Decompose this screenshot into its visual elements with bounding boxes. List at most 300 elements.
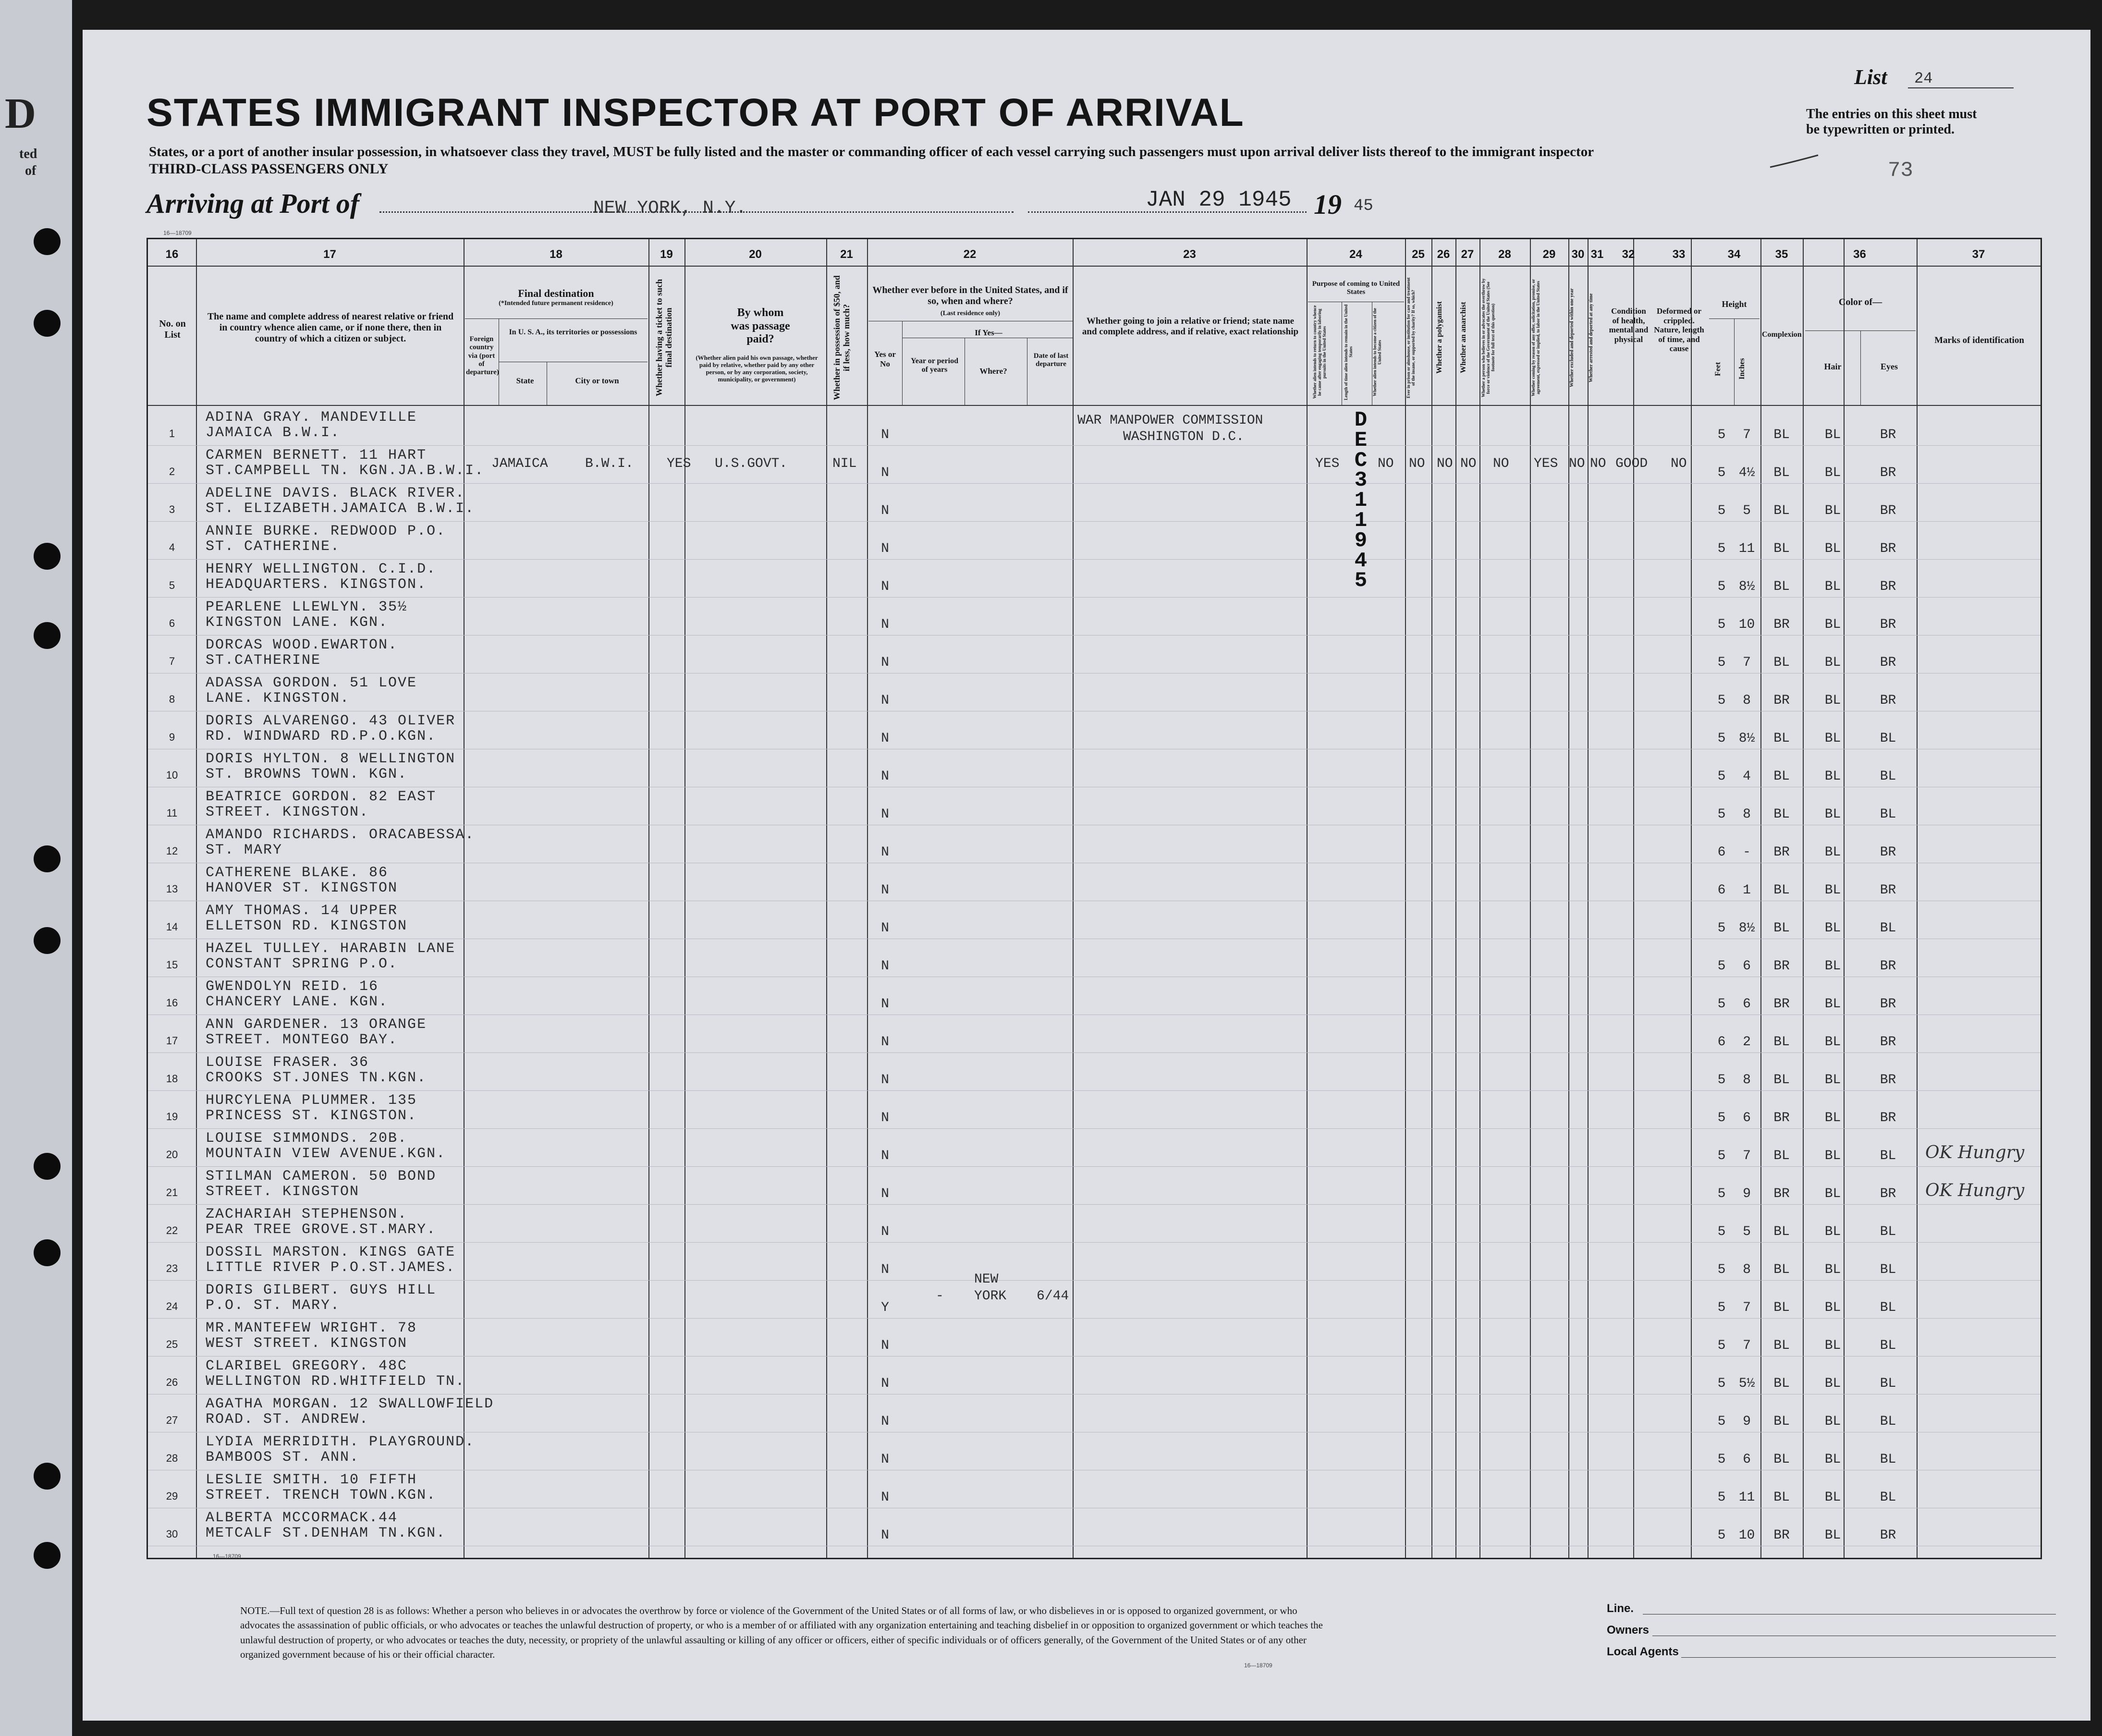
- local-agents-label: Local Agents: [1607, 1645, 1679, 1658]
- relative-address-line1: LOUISE SIMMONDS. 20B.: [206, 1130, 408, 1147]
- header-foreign-country: Foreign country via (port of departure): [466, 335, 499, 376]
- row-rule: [148, 1204, 2041, 1205]
- hair-color: BL: [1824, 1338, 1841, 1353]
- header-year-period: Year or period of years: [911, 357, 958, 374]
- height-inches: 7: [1743, 655, 1751, 670]
- row24-where-line1: NEW: [974, 1272, 999, 1287]
- height-inches: 2: [1743, 1035, 1751, 1050]
- column-number: 19: [660, 248, 673, 261]
- punch-hole: [34, 1153, 61, 1180]
- complexion: BR: [1773, 845, 1790, 860]
- row-number: 16: [166, 997, 178, 1009]
- header-complexion: Complexion: [1762, 330, 1802, 339]
- row-rule: [148, 1280, 2041, 1281]
- header-citizen-intent: Whether alien intends to become a citizen of the United States: [1372, 308, 1382, 396]
- row-number: 27: [166, 1414, 178, 1426]
- hair-color: BL: [1824, 541, 1841, 556]
- eye-color: BR: [1880, 1035, 1896, 1050]
- complexion: BL: [1773, 921, 1790, 936]
- hair-color: BL: [1824, 921, 1841, 936]
- row-number: 23: [166, 1262, 178, 1274]
- header-purpose: Purpose of coming to United States: [1312, 280, 1400, 296]
- height-feet: 5: [1717, 1224, 1726, 1239]
- hair-color: BL: [1824, 1186, 1841, 1201]
- height-inches: -: [1743, 845, 1751, 860]
- relative-address-line2: LANE. KINGSTON.: [206, 690, 350, 707]
- eye-color: BR: [1880, 1528, 1896, 1543]
- header-where: Where?: [979, 367, 1007, 376]
- eye-color: BR: [1880, 1186, 1896, 1201]
- typewritten-note: be typewritten or printed.: [1806, 122, 1955, 137]
- year-value: 45: [1354, 197, 1373, 215]
- height-feet: 6: [1717, 1035, 1726, 1050]
- height-inches: 5½: [1738, 1376, 1755, 1391]
- height-inches: 5: [1743, 1224, 1751, 1239]
- typewritten-note: The entries on this sheet must: [1806, 107, 1977, 122]
- column-number: 20: [749, 248, 762, 261]
- height-inches: 6: [1743, 959, 1751, 974]
- eye-color: BL: [1880, 1338, 1896, 1353]
- ever-in-us-yes-no: N: [881, 693, 889, 708]
- height-feet: 5: [1717, 617, 1726, 632]
- relative-address-line1: STILMAN CAMERON. 50 BOND: [206, 1168, 437, 1185]
- hair-color: BL: [1824, 997, 1841, 1012]
- row1-foreign-country: JAMAICA: [491, 456, 548, 471]
- row1-join-line2: WASHINGTON D.C.: [1123, 429, 1245, 444]
- ever-in-us-yes-no: N: [881, 769, 889, 784]
- header-hair: Hair: [1824, 362, 1842, 371]
- relative-address-line1: DORIS HYLTON. 8 WELLINGTON: [206, 751, 456, 767]
- hair-color: BL: [1824, 1528, 1841, 1543]
- height-inches: 11: [1738, 541, 1755, 556]
- row-number: 8: [169, 693, 175, 705]
- height-inches: 7: [1743, 428, 1751, 442]
- relative-address-line2: HEADQUARTERS. KINGSTON.: [206, 576, 427, 593]
- ever-in-us-yes-no: N: [881, 1452, 889, 1467]
- complexion: BL: [1773, 731, 1790, 746]
- header-ticket: Whether having a ticket to such final destination: [654, 279, 673, 397]
- row1-paid-by: U.S.GOVT.: [715, 456, 788, 471]
- column-number: 28: [1498, 248, 1511, 261]
- hair-color: BL: [1824, 1111, 1841, 1125]
- relative-address-line2: STREET. KINGSTON.: [206, 804, 369, 820]
- column-number: 32: [1622, 248, 1635, 261]
- row-number: 30: [166, 1528, 178, 1540]
- complexion: BR: [1773, 959, 1790, 974]
- height-feet: 5: [1717, 731, 1726, 746]
- ever-in-us-yes-no: N: [881, 1186, 889, 1201]
- line-label: Line.: [1607, 1602, 1634, 1615]
- relative-address-line2: CROOKS ST.JONES TN.KGN.: [206, 1070, 427, 1086]
- column-number: 25: [1412, 248, 1425, 261]
- ever-in-us-yes-no: N: [881, 1262, 889, 1277]
- row-number: 22: [166, 1224, 178, 1236]
- row-rule: [148, 521, 2041, 522]
- edge-fragment: ted: [19, 147, 37, 161]
- relative-address-line2: STREET. KINGSTON: [206, 1184, 360, 1200]
- relative-address-line2: P.O. ST. MARY.: [206, 1297, 341, 1314]
- header-inches: Inches: [1738, 358, 1746, 380]
- height-feet: 5: [1717, 655, 1726, 670]
- header-state: State: [516, 376, 534, 385]
- complexion: BL: [1773, 807, 1790, 822]
- relative-address-line1: ALBERTA MCCORMACK.44: [206, 1510, 398, 1526]
- height-feet: 6: [1717, 883, 1726, 898]
- eye-color: BL: [1880, 1149, 1896, 1163]
- header-eyes: Eyes: [1881, 362, 1898, 371]
- complexion: BL: [1773, 1338, 1790, 1353]
- relative-address-line1: ANN GARDENER. 13 ORANGE: [206, 1016, 427, 1033]
- ever-in-us-yes-no: Y: [881, 1300, 889, 1315]
- eye-color: BL: [1880, 1414, 1896, 1429]
- hair-color: BL: [1824, 693, 1841, 708]
- row-rule: [148, 1090, 2041, 1091]
- dec-31-1945-stamp: D E C 3 1 1 9 4 5: [1354, 408, 1368, 593]
- relative-address-line2: WELLINGTON RD.WHITFIELD TN.: [206, 1373, 465, 1390]
- relative-address-line2: METCALF ST.DENHAM TN.KGN.: [206, 1525, 446, 1541]
- row1-question-28: NO: [1493, 456, 1509, 471]
- row-number: 7: [169, 655, 175, 667]
- relative-address-line2: STREET. MONTEGO BAY.: [206, 1032, 398, 1048]
- height-inches: 1: [1743, 883, 1751, 898]
- column-number-rule: [148, 266, 2041, 267]
- column-number: 21: [840, 248, 853, 261]
- arriving-label: Arriving at Port of: [147, 188, 360, 219]
- relative-address-line1: HURCYLENA PLUMMER. 135: [206, 1092, 417, 1109]
- footnote-form-number: 16—18709: [1244, 1662, 1272, 1669]
- header-passage-paid-note: (Whether alien paid his own passage, whether paid by relative, whether paid by any other person, or by any corporation, society, municipality, or government): [696, 354, 818, 383]
- column-number: 33: [1672, 248, 1686, 261]
- column-number: 37: [1972, 248, 1985, 261]
- header-final-destination: Final destination: [518, 287, 594, 299]
- row-number: 25: [166, 1338, 178, 1350]
- eye-color: BL: [1880, 807, 1896, 822]
- relative-address-line2: HANOVER ST. KINGSTON: [206, 880, 398, 896]
- row1-anarchist: NO: [1460, 456, 1477, 471]
- header-list-number: No. on List: [159, 318, 186, 340]
- hair-color: BL: [1824, 617, 1841, 632]
- header-city: City or town: [575, 376, 619, 385]
- ever-in-us-yes-no: N: [881, 1224, 889, 1239]
- punch-hole: [34, 1239, 61, 1266]
- height-inches: 6: [1743, 1452, 1751, 1467]
- row-rule: [148, 445, 2041, 446]
- eye-color: BR: [1880, 428, 1896, 442]
- hair-color: BL: [1824, 1262, 1841, 1277]
- row-number: 11: [166, 807, 178, 819]
- height-feet: 5: [1717, 541, 1726, 556]
- punch-hole: [34, 927, 61, 954]
- hair-color: BL: [1824, 1224, 1841, 1239]
- header-join-relative: Whether going to join a relative or friend; state name and complete address, and if relative, exact relationship: [1082, 316, 1299, 337]
- identification-mark: OK Hungry: [1925, 1181, 2025, 1200]
- complexion: BL: [1773, 428, 1790, 442]
- row-rule: [148, 1318, 2041, 1319]
- hair-color: BL: [1824, 465, 1841, 480]
- height-inches: 9: [1743, 1186, 1751, 1201]
- complexion: BL: [1773, 769, 1790, 784]
- column-number: 23: [1183, 248, 1196, 261]
- relative-address-line2: WEST STREET. KINGSTON: [206, 1335, 408, 1352]
- header-arrested: Whether arrested and deported at any time: [1589, 293, 1594, 382]
- header-last-residence: (Last residence only): [940, 310, 1001, 317]
- hair-color: BL: [1824, 1490, 1841, 1505]
- row1-return-intent: YES: [1315, 456, 1340, 471]
- punch-hole: [34, 1463, 61, 1490]
- row-rule: [148, 559, 2041, 560]
- relative-address-line1: MR.MANTEFEW WRIGHT. 78: [206, 1320, 417, 1336]
- row-number: 24: [166, 1300, 178, 1312]
- row-number: 1: [169, 428, 175, 440]
- row1-citizen-intent: NO: [1378, 456, 1394, 471]
- manifest-table: [147, 238, 2042, 1559]
- eye-color: BR: [1880, 997, 1896, 1012]
- complexion: BR: [1773, 1528, 1790, 1543]
- height-feet: 5: [1717, 1111, 1726, 1125]
- hair-color: BL: [1824, 1149, 1841, 1163]
- height-feet: 5: [1717, 1338, 1726, 1353]
- row24-year: -: [936, 1289, 944, 1304]
- header-identification-marks: Marks of identification: [1934, 335, 2024, 345]
- header-length-of-stay: Length of time alien intends to remain in the United States: [1344, 304, 1353, 400]
- complexion: BL: [1773, 1300, 1790, 1315]
- relative-address-line2: MOUNTAIN VIEW AVENUE.KGN.: [206, 1146, 446, 1162]
- row-rule: [148, 597, 2041, 598]
- port-stamp: NEW YORK, N.Y.: [593, 198, 747, 219]
- height-feet: 5: [1717, 1073, 1726, 1088]
- header-height: Height: [1722, 299, 1747, 309]
- complexion: BL: [1773, 541, 1790, 556]
- page-title: STATES IMMIGRANT INSPECTOR AT PORT OF ARRIVAL: [147, 91, 1245, 134]
- column-number: 30: [1571, 248, 1585, 261]
- header-feet: Feet: [1714, 362, 1722, 376]
- relative-address-line1: CLARIBEL GREGORY. 48C: [206, 1358, 408, 1374]
- eye-color: BR: [1880, 883, 1896, 898]
- header-color-of: Color of—: [1838, 297, 1882, 307]
- relative-address-line1: AMY THOMAS. 14 UPPER: [206, 903, 398, 919]
- ever-in-us-yes-no: N: [881, 1414, 889, 1429]
- relative-address-line1: ADELINE DAVIS. BLACK RIVER.: [206, 485, 465, 501]
- row-number: 19: [166, 1111, 178, 1123]
- complexion: BL: [1773, 883, 1790, 898]
- row1-polygamist: NO: [1437, 456, 1453, 471]
- height-inches: 9: [1743, 1414, 1751, 1429]
- row-number: 5: [169, 579, 175, 591]
- complexion: BL: [1773, 1224, 1790, 1239]
- height-inches: 8: [1743, 1262, 1751, 1277]
- hair-color: BL: [1824, 769, 1841, 784]
- identification-mark: OK Hungry: [1925, 1143, 2025, 1162]
- height-inches: 8½: [1738, 731, 1755, 746]
- relative-address-line2: ST.CAMPBELL TN. KGN.JA.B.W.I.: [206, 463, 485, 479]
- header-last-departure: Date of last departure: [1033, 352, 1069, 368]
- row-number: 12: [166, 845, 178, 857]
- eye-color: BR: [1880, 1073, 1896, 1088]
- relative-address-line1: CARMEN BERNETT. 11 HART: [206, 447, 427, 464]
- header-passage-paid: By whom was passage paid?: [731, 306, 790, 346]
- relative-address-line1: BEATRICE GORDON. 82 EAST: [206, 789, 437, 805]
- row1-money: NIL: [832, 456, 857, 471]
- hair-color: BL: [1824, 1376, 1841, 1391]
- relative-address-line2: PEAR TREE GROVE.ST.MARY.: [206, 1222, 437, 1238]
- ever-in-us-yes-no: N: [881, 428, 889, 442]
- height-feet: 5: [1717, 1376, 1726, 1391]
- column-number: 24: [1349, 248, 1362, 261]
- complexion: BL: [1773, 1035, 1790, 1050]
- list-label: List: [1854, 65, 1887, 89]
- ever-in-us-yes-no: N: [881, 655, 889, 670]
- hair-color: BL: [1824, 731, 1841, 746]
- row1-deformed: NO: [1671, 456, 1687, 471]
- ever-in-us-yes-no: N: [881, 465, 889, 480]
- relative-address-line1: PEARLENE LLEWLYN. 35½: [206, 599, 408, 615]
- row-number: 9: [169, 731, 175, 743]
- eye-color: BL: [1880, 1300, 1896, 1315]
- row1-state: B.W.I.: [585, 456, 634, 471]
- row-number: 20: [166, 1149, 178, 1161]
- relative-address-line1: LOUISE FRASER. 36: [206, 1054, 369, 1071]
- hair-color: BL: [1824, 1300, 1841, 1315]
- relative-address-line2: ST. BROWNS TOWN. KGN.: [206, 766, 408, 782]
- punch-hole: [34, 845, 61, 872]
- hair-color: BL: [1824, 807, 1841, 822]
- height-inches: 8: [1743, 807, 1751, 822]
- punch-hole: [34, 622, 61, 649]
- header-deformed: Deformed or crippled. Nature, length of time, and cause: [1654, 306, 1704, 354]
- relative-address-line2: ELLETSON RD. KINGSTON: [206, 918, 408, 934]
- height-inches: 8: [1743, 1073, 1751, 1088]
- column-number: 36: [1853, 248, 1866, 261]
- ever-in-us-yes-no: N: [881, 1073, 889, 1088]
- relative-address-line1: LYDIA MERRIDITH. PLAYGROUND.: [206, 1434, 475, 1450]
- eye-color: BL: [1880, 1224, 1896, 1239]
- height-feet: 5: [1717, 807, 1726, 822]
- row-number: 18: [166, 1073, 178, 1085]
- hair-color: BL: [1824, 1035, 1841, 1050]
- edge-letter: D: [5, 90, 36, 137]
- row24-departure-date: 6/44: [1037, 1289, 1069, 1304]
- ever-in-us-yes-no: N: [881, 921, 889, 936]
- hair-color: BL: [1824, 655, 1841, 670]
- header-prison: Ever in prison or almshouse, or institution for care and treatment of the insane, or supported by charity? If so, which?: [1406, 277, 1416, 398]
- relative-address-line1: HAZEL TULLEY. HARABIN LANE: [206, 941, 456, 957]
- complexion: BL: [1773, 1376, 1790, 1391]
- complexion: BL: [1773, 1073, 1790, 1088]
- column-number: 31: [1590, 248, 1604, 261]
- eye-color: BR: [1880, 579, 1896, 594]
- ever-in-us-yes-no: N: [881, 1111, 889, 1125]
- date-stamp: JAN 29 1945: [1146, 187, 1292, 212]
- complexion: BL: [1773, 1149, 1790, 1163]
- ever-in-us-yes-no: N: [881, 959, 889, 974]
- eye-color: BL: [1880, 1262, 1896, 1277]
- ever-in-us-yes-no: N: [881, 883, 889, 898]
- eye-color: BL: [1880, 1452, 1896, 1467]
- height-feet: 5: [1717, 1452, 1726, 1467]
- relative-address-line1: DORCAS WOOD.EWARTON.: [206, 637, 398, 653]
- complexion: BR: [1773, 617, 1790, 632]
- header-if-yes: If Yes—: [975, 328, 1002, 337]
- relative-address-line1: GWENDOLYN REID. 16: [206, 978, 379, 995]
- header-polygamist: Whether a polygamist: [1435, 301, 1443, 374]
- row-rule: [148, 1128, 2041, 1129]
- row-number: 2: [169, 465, 175, 477]
- row-rule: [148, 1356, 2041, 1357]
- height-feet: 5: [1717, 997, 1726, 1012]
- complexion: BR: [1773, 1111, 1790, 1125]
- third-class-label: THIRD-CLASS PASSENGERS ONLY: [149, 161, 389, 177]
- ever-in-us-yes-no: N: [881, 997, 889, 1012]
- hair-color: BL: [1824, 883, 1841, 898]
- eye-color: BR: [1880, 845, 1896, 860]
- complexion: BL: [1773, 503, 1790, 518]
- relative-address-line2: PRINCESS ST. KINGSTON.: [206, 1108, 417, 1124]
- height-inches: 7: [1743, 1149, 1751, 1163]
- height-inches: 8½: [1738, 921, 1755, 936]
- height-inches: 6: [1743, 997, 1751, 1012]
- eye-color: BL: [1880, 921, 1896, 936]
- height-feet: 5: [1717, 1528, 1726, 1543]
- edge-fragment: of: [25, 163, 37, 178]
- relative-address-line1: DORIS ALVARENGO. 43 OLIVER: [206, 713, 456, 729]
- row-number: 26: [166, 1376, 178, 1388]
- header-in-usa: In U. S. A., its territories or possessions: [509, 328, 637, 336]
- ever-in-us-yes-no: N: [881, 1149, 889, 1163]
- height-inches: 10: [1738, 617, 1755, 632]
- row-number: 10: [166, 769, 178, 781]
- header-yes-no: Yes or No: [874, 350, 896, 368]
- hair-color: BL: [1824, 503, 1841, 518]
- hair-color: BL: [1824, 428, 1841, 442]
- complexion: BL: [1773, 1490, 1790, 1505]
- punch-hole: [34, 1542, 61, 1569]
- complexion: BR: [1773, 1186, 1790, 1201]
- height-inches: 10: [1738, 1528, 1755, 1543]
- eye-color: BR: [1880, 503, 1896, 518]
- column-number: 18: [550, 248, 562, 261]
- header-anarchist: Whether an anarchist: [1459, 302, 1467, 374]
- header-labor-offer: Whether coming by reason of any offer, solicitation, promise, or agreement, expressed or implied, to labor in the United States: [1531, 279, 1540, 397]
- column-number: 17: [323, 248, 336, 261]
- eye-color: BR: [1880, 1111, 1896, 1125]
- relative-address-line2: RD. WINDWARD RD.P.O.KGN.: [206, 728, 437, 745]
- punch-hole: [34, 310, 61, 337]
- header-return-intent: Whether alien intends to return to country whence he came after engaging temporarily in laboring pursuits in the United States: [1312, 305, 1327, 399]
- height-inches: 5: [1743, 503, 1751, 518]
- row-number: 13: [166, 883, 178, 895]
- question-28-footnote: NOTE.—Full text of question 28 is as follows: Whether a person who believes in or advocates the overthrow by force or violence of the Government of the United States or of all forms of law, or who disbelieves in or is opposed to organized government, or who advocates the assassination of public officials, or who advocates or teaches the unlawful destruction of property, or who is a member of or affiliated with any organization entertaining and teaching disbelief in or opposition to organized government or which teaches the unlawful destruction of property, or who advocates or teaches the duty, necessity, or propriety of the unlawful assaulting or killing of any officer or officers, either of specific individuals or of officers generally, of the Government of the United States or of any other organized government because of his or their official character.: [240, 1605, 1323, 1661]
- row1-health: GOOD: [1615, 456, 1648, 471]
- height-feet: 5: [1717, 1300, 1726, 1315]
- ever-in-us-yes-no: N: [881, 541, 889, 556]
- relative-address-line2: ST. MARY: [206, 842, 283, 858]
- height-feet: 5: [1717, 769, 1726, 784]
- ever-in-us-yes-no: N: [881, 807, 889, 822]
- relative-address-line1: AMANDO RICHARDS. ORACABESSA.: [206, 827, 475, 843]
- relative-address-line1: AGATHA MORGAN. 12 SWALLOWFIELD: [206, 1396, 494, 1412]
- height-feet: 5: [1717, 921, 1726, 936]
- row1-labor-offer: YES: [1534, 456, 1558, 471]
- complexion: BL: [1773, 1452, 1790, 1467]
- hair-color: BL: [1824, 579, 1841, 594]
- relative-address-line2: ST. CATHERINE.: [206, 538, 341, 555]
- hair-color: BL: [1824, 1414, 1841, 1429]
- row-number: 15: [166, 959, 178, 971]
- header-ever-in-us: Whether ever before in the United States, and if so, when and where?: [872, 285, 1068, 306]
- height-feet: 5: [1717, 579, 1726, 594]
- ever-in-us-yes-no: N: [881, 1376, 889, 1391]
- relative-address-line2: CONSTANT SPRING P.O.: [206, 956, 398, 972]
